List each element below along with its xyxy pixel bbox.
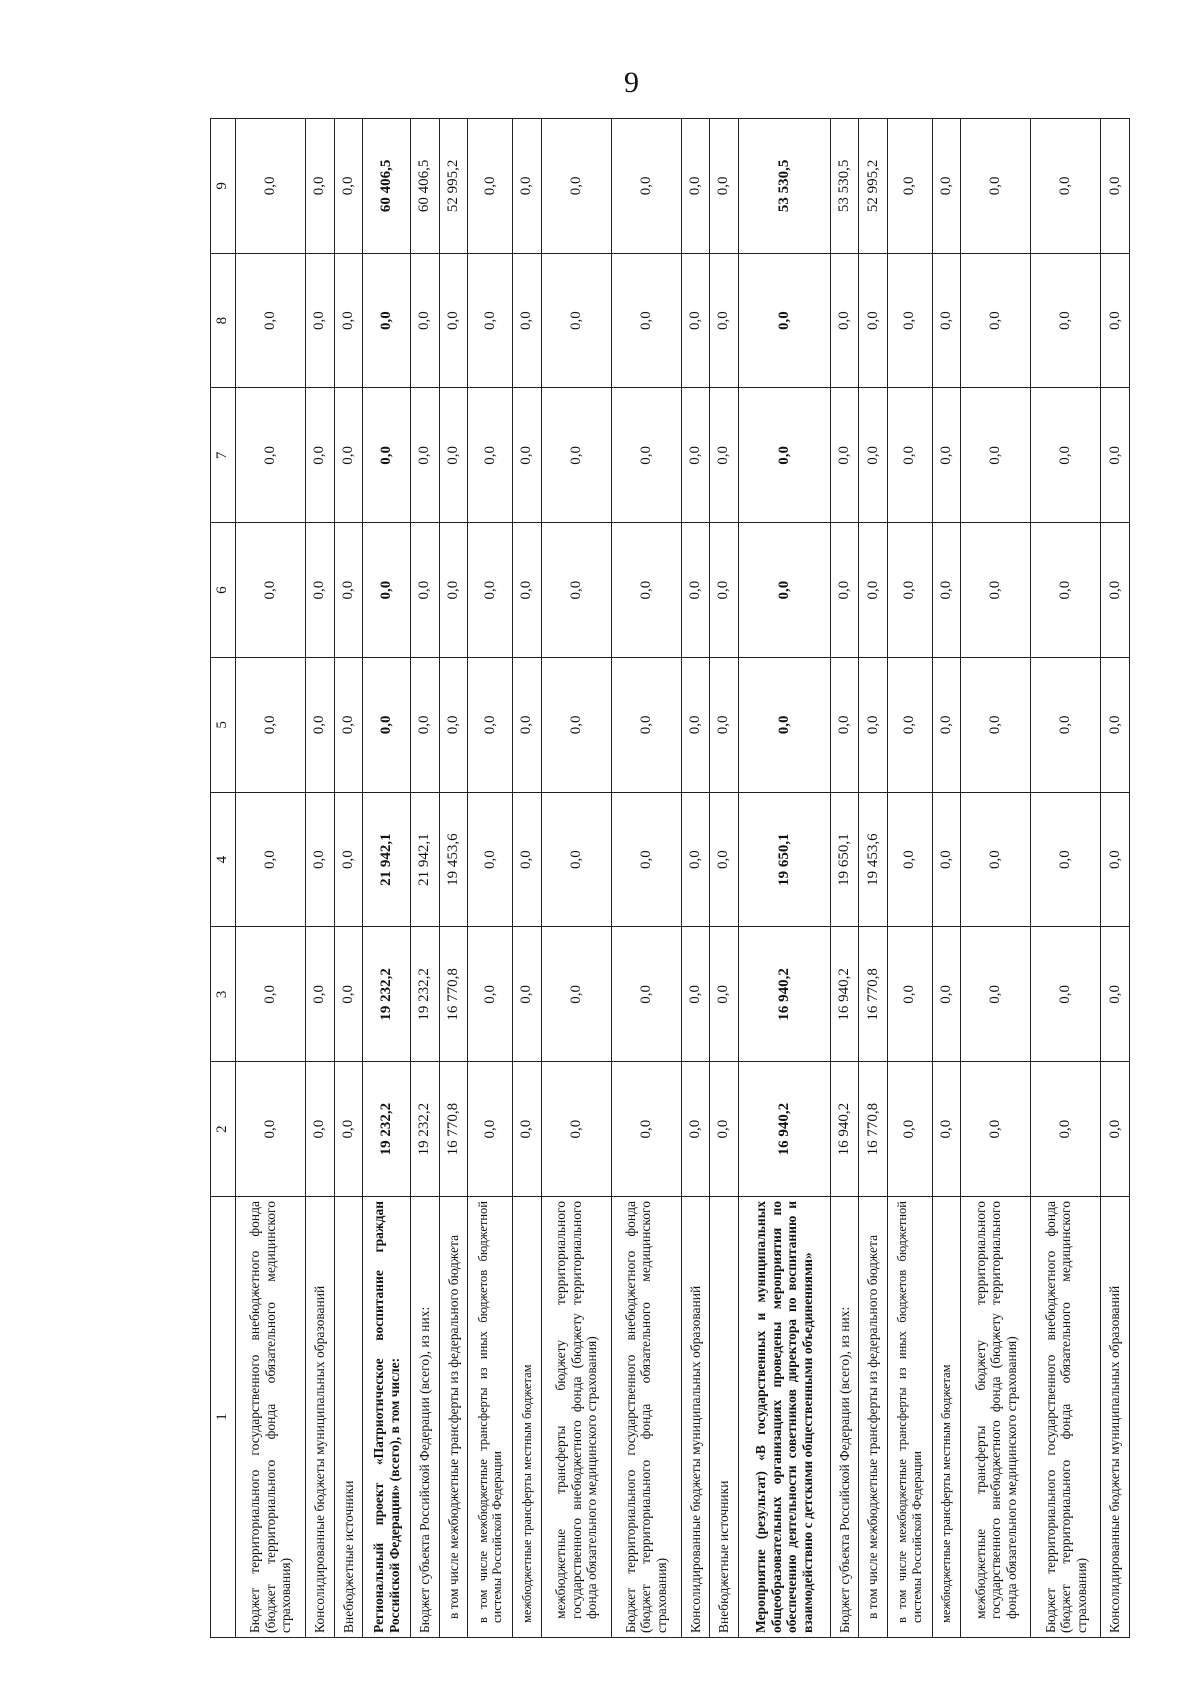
- value-cell: 0,0: [1031, 523, 1101, 658]
- value-cell: 0,0: [541, 388, 611, 523]
- header-cell: 8: [211, 253, 236, 388]
- value-cell: 0,0: [334, 927, 363, 1062]
- value-cell: 0,0: [932, 523, 961, 658]
- value-cell: 16 940,2: [830, 927, 859, 1062]
- table-body: [236, 119, 1130, 1638]
- budget-table: [210, 118, 1130, 1638]
- value-cell: 0,0: [363, 253, 411, 388]
- value-cell: 0,0: [513, 792, 542, 927]
- rotated-table-inner: [210, 118, 1130, 1638]
- value-cell: 0,0: [932, 927, 961, 1062]
- value-cell: 0,0: [830, 658, 859, 793]
- rotated-table-container: [210, 118, 1130, 1638]
- value-cell: 0,0: [468, 1062, 513, 1197]
- value-cell: 0,0: [932, 658, 961, 793]
- value-cell: 52 995,2: [859, 119, 888, 254]
- value-cell: 53 530,5: [738, 119, 830, 254]
- header-cell: 5: [211, 658, 236, 793]
- value-cell: 0,0: [513, 927, 542, 1062]
- value-cell: 0,0: [1101, 792, 1130, 927]
- value-cell: 0,0: [468, 253, 513, 388]
- value-cell: 0,0: [611, 119, 681, 254]
- value-cell: 0,0: [236, 927, 306, 1062]
- row-label: межбюджетные трансферты бюджету территориального государственного внебюджетного фонда (бюджету территориального фонда обязательного медицинского страхования): [541, 1197, 611, 1638]
- value-cell: 0,0: [513, 388, 542, 523]
- value-cell: 19 232,2: [411, 1062, 440, 1197]
- value-cell: 0,0: [738, 523, 830, 658]
- table-row: [611, 119, 681, 1638]
- value-cell: 21 942,1: [411, 792, 440, 927]
- value-cell: 16 770,8: [859, 927, 888, 1062]
- value-cell: 0,0: [932, 253, 961, 388]
- value-cell: 0,0: [710, 927, 739, 1062]
- value-cell: 0,0: [611, 388, 681, 523]
- value-cell: 0,0: [961, 253, 1031, 388]
- value-cell: 0,0: [468, 119, 513, 254]
- row-label: Бюджет субъекта Российской Федерации (всего), из них:: [830, 1197, 859, 1638]
- value-cell: 0,0: [363, 658, 411, 793]
- value-cell: 0,0: [681, 1062, 710, 1197]
- table-row: [363, 119, 411, 1638]
- value-cell: 0,0: [859, 253, 888, 388]
- table-row: [932, 119, 961, 1638]
- value-cell: 19 650,1: [830, 792, 859, 927]
- table-row: [961, 119, 1031, 1638]
- value-cell: 0,0: [611, 658, 681, 793]
- value-cell: 0,0: [887, 658, 932, 793]
- value-cell: 16 940,2: [738, 1062, 830, 1197]
- value-cell: 0,0: [513, 1062, 542, 1197]
- value-cell: 0,0: [1031, 1062, 1101, 1197]
- row-label: Консолидированные бюджеты муниципальных образований: [305, 1197, 334, 1638]
- table-row: [541, 119, 611, 1638]
- value-cell: 0,0: [710, 658, 739, 793]
- row-label: Внебюджетные источники: [710, 1197, 739, 1638]
- value-cell: 21 942,1: [363, 792, 411, 927]
- value-cell: 60 406,5: [411, 119, 440, 254]
- value-cell: 0,0: [738, 253, 830, 388]
- value-cell: 0,0: [1031, 792, 1101, 927]
- value-cell: 0,0: [681, 253, 710, 388]
- row-label: Бюджет территориального государственного внебюджетного фонда (бюджет территориального фонда обязательного медицинского страхования): [1031, 1197, 1101, 1638]
- table-row: [411, 119, 440, 1638]
- value-cell: 19 650,1: [738, 792, 830, 927]
- value-cell: 0,0: [513, 119, 542, 254]
- value-cell: 0,0: [1031, 388, 1101, 523]
- value-cell: 0,0: [830, 388, 859, 523]
- value-cell: 0,0: [468, 523, 513, 658]
- value-cell: 0,0: [541, 792, 611, 927]
- value-cell: 0,0: [468, 388, 513, 523]
- table-row: [513, 119, 542, 1638]
- value-cell: 0,0: [887, 253, 932, 388]
- value-cell: 0,0: [710, 388, 739, 523]
- value-cell: 0,0: [681, 523, 710, 658]
- value-cell: 0,0: [513, 658, 542, 793]
- row-label: Региональный проект «Патриотическое воспитание граждан Российской Федерации» (всего), в том числе:: [363, 1197, 411, 1638]
- value-cell: 0,0: [887, 523, 932, 658]
- value-cell: 0,0: [681, 658, 710, 793]
- table-row: [468, 119, 513, 1638]
- value-cell: 0,0: [710, 1062, 739, 1197]
- value-cell: 0,0: [1101, 927, 1130, 1062]
- value-cell: 0,0: [513, 523, 542, 658]
- value-cell: 0,0: [411, 658, 440, 793]
- value-cell: 0,0: [859, 388, 888, 523]
- value-cell: 0,0: [1101, 253, 1130, 388]
- table-row: [859, 119, 888, 1638]
- value-cell: 0,0: [738, 658, 830, 793]
- value-cell: 0,0: [1031, 119, 1101, 254]
- header-cell: 6: [211, 523, 236, 658]
- value-cell: 60 406,5: [363, 119, 411, 254]
- value-cell: 0,0: [1101, 119, 1130, 254]
- row-label: в том числе межбюджетные трансферты из федерального бюджета: [859, 1197, 888, 1638]
- value-cell: 0,0: [887, 1062, 932, 1197]
- value-cell: 0,0: [932, 119, 961, 254]
- value-cell: 0,0: [334, 388, 363, 523]
- row-label: Бюджет территориального государственного внебюджетного фонда (бюджет территориального фонда обязательного медицинского страхования): [611, 1197, 681, 1638]
- header-cell: 9: [211, 119, 236, 254]
- row-label: в том числе межбюджетные трансферты из иных бюджетов бюджетной системы Российской Федерации: [887, 1197, 932, 1638]
- table-row: [305, 119, 334, 1638]
- header-cell: 2: [211, 1062, 236, 1197]
- value-cell: 0,0: [541, 119, 611, 254]
- value-cell: 19 232,2: [363, 1062, 411, 1197]
- value-cell: 0,0: [334, 119, 363, 254]
- header-cell: 3: [211, 927, 236, 1062]
- value-cell: 0,0: [305, 253, 334, 388]
- value-cell: 0,0: [611, 927, 681, 1062]
- value-cell: 0,0: [334, 658, 363, 793]
- row-label: межбюджетные трансферты местным бюджетам: [932, 1197, 961, 1638]
- header-cell: 4: [211, 792, 236, 927]
- value-cell: 0,0: [710, 523, 739, 658]
- value-cell: 0,0: [305, 388, 334, 523]
- value-cell: 0,0: [468, 792, 513, 927]
- value-cell: 0,0: [439, 253, 468, 388]
- value-cell: 0,0: [830, 523, 859, 658]
- header-cell: 1: [211, 1197, 236, 1638]
- value-cell: 0,0: [468, 927, 513, 1062]
- table-row: [1101, 119, 1130, 1638]
- value-cell: 0,0: [1101, 388, 1130, 523]
- value-cell: 0,0: [611, 1062, 681, 1197]
- value-cell: 0,0: [334, 1062, 363, 1197]
- value-cell: 0,0: [887, 792, 932, 927]
- row-label: в том числе межбюджетные трансферты из федерального бюджета: [439, 1197, 468, 1638]
- value-cell: 0,0: [541, 523, 611, 658]
- value-cell: 0,0: [932, 1062, 961, 1197]
- value-cell: 0,0: [961, 792, 1031, 927]
- value-cell: 0,0: [859, 658, 888, 793]
- value-cell: 0,0: [887, 388, 932, 523]
- value-cell: 0,0: [363, 523, 411, 658]
- value-cell: 0,0: [541, 658, 611, 793]
- value-cell: 0,0: [681, 792, 710, 927]
- value-cell: 0,0: [236, 658, 306, 793]
- value-cell: 16 770,8: [439, 1062, 468, 1197]
- value-cell: 0,0: [961, 119, 1031, 254]
- value-cell: 19 232,2: [411, 927, 440, 1062]
- value-cell: 16 940,2: [738, 927, 830, 1062]
- row-label: Мероприятие (результат) «В государственных и муниципальных общеобразовательных организациях проведены мероприятия по обеспечению деятельности советников директора по воспитанию и взаимодействию с детскими общественными объединениями»: [738, 1197, 830, 1638]
- value-cell: 0,0: [541, 1062, 611, 1197]
- value-cell: 0,0: [236, 253, 306, 388]
- row-label: Консолидированные бюджеты муниципальных образований: [1101, 1197, 1130, 1638]
- value-cell: 0,0: [439, 658, 468, 793]
- value-cell: 0,0: [305, 658, 334, 793]
- value-cell: 0,0: [541, 253, 611, 388]
- row-label: в том числе межбюджетные трансферты из иных бюджетов бюджетной системы Российской Федерации: [468, 1197, 513, 1638]
- value-cell: 0,0: [961, 523, 1031, 658]
- value-cell: 0,0: [961, 658, 1031, 793]
- value-cell: 0,0: [305, 792, 334, 927]
- value-cell: 0,0: [305, 1062, 334, 1197]
- value-cell: 0,0: [611, 253, 681, 388]
- value-cell: 0,0: [611, 792, 681, 927]
- value-cell: 0,0: [236, 523, 306, 658]
- value-cell: 0,0: [859, 523, 888, 658]
- value-cell: 0,0: [710, 119, 739, 254]
- row-label: Консолидированные бюджеты муниципальных образований: [681, 1197, 710, 1638]
- value-cell: 0,0: [334, 792, 363, 927]
- value-cell: 0,0: [932, 388, 961, 523]
- value-cell: 0,0: [305, 119, 334, 254]
- table-row: [681, 119, 710, 1638]
- value-cell: 19 453,6: [859, 792, 888, 927]
- value-cell: 0,0: [738, 388, 830, 523]
- table-row: [1031, 119, 1101, 1638]
- value-cell: 0,0: [681, 388, 710, 523]
- value-cell: 0,0: [710, 253, 739, 388]
- value-cell: 16 770,8: [859, 1062, 888, 1197]
- value-cell: 0,0: [887, 927, 932, 1062]
- table-header-row: [211, 119, 236, 1638]
- value-cell: 0,0: [932, 792, 961, 927]
- value-cell: 19 453,6: [439, 792, 468, 927]
- value-cell: 0,0: [334, 253, 363, 388]
- value-cell: 0,0: [513, 253, 542, 388]
- page-number: 9: [624, 66, 639, 99]
- value-cell: 0,0: [961, 927, 1031, 1062]
- table-row: [738, 119, 830, 1638]
- value-cell: 0,0: [681, 119, 710, 254]
- value-cell: 0,0: [1101, 658, 1130, 793]
- value-cell: 0,0: [411, 523, 440, 658]
- table-row: [830, 119, 859, 1638]
- row-label: межбюджетные трансферты местным бюджетам: [513, 1197, 542, 1638]
- value-cell: 0,0: [961, 1062, 1031, 1197]
- value-cell: 0,0: [236, 1062, 306, 1197]
- value-cell: 0,0: [1101, 1062, 1130, 1197]
- value-cell: 0,0: [411, 253, 440, 388]
- value-cell: 0,0: [411, 388, 440, 523]
- value-cell: 0,0: [1031, 253, 1101, 388]
- value-cell: 19 232,2: [363, 927, 411, 1062]
- value-cell: 0,0: [611, 523, 681, 658]
- value-cell: 0,0: [305, 523, 334, 658]
- value-cell: 52 995,2: [439, 119, 468, 254]
- table-row: [439, 119, 468, 1638]
- row-label: Внебюджетные источники: [334, 1197, 363, 1638]
- value-cell: 0,0: [236, 119, 306, 254]
- table-row: [334, 119, 363, 1638]
- value-cell: 0,0: [363, 388, 411, 523]
- value-cell: 0,0: [1031, 927, 1101, 1062]
- value-cell: 0,0: [887, 119, 932, 254]
- value-cell: 0,0: [334, 523, 363, 658]
- value-cell: 16 770,8: [439, 927, 468, 1062]
- row-label: межбюджетные трансферты бюджету территориального государственного внебюджетного фонда (бюджету территориального фонда обязательного медицинского страхования): [961, 1197, 1031, 1638]
- value-cell: 0,0: [710, 792, 739, 927]
- value-cell: 16 940,2: [830, 1062, 859, 1197]
- table-row: [710, 119, 739, 1638]
- header-cell: 7: [211, 388, 236, 523]
- value-cell: 0,0: [830, 253, 859, 388]
- table-row: [887, 119, 932, 1638]
- value-cell: 0,0: [439, 523, 468, 658]
- value-cell: 0,0: [961, 388, 1031, 523]
- value-cell: 0,0: [236, 792, 306, 927]
- value-cell: 53 530,5: [830, 119, 859, 254]
- value-cell: 0,0: [1101, 523, 1130, 658]
- table-row: [236, 119, 306, 1638]
- value-cell: 0,0: [305, 927, 334, 1062]
- row-label: Бюджет субъекта Российской Федерации (всего), из них:: [411, 1197, 440, 1638]
- value-cell: 0,0: [236, 388, 306, 523]
- value-cell: 0,0: [681, 927, 710, 1062]
- value-cell: 0,0: [541, 927, 611, 1062]
- value-cell: 0,0: [1031, 658, 1101, 793]
- value-cell: 0,0: [468, 658, 513, 793]
- row-label: Бюджет территориального государственного внебюджетного фонда (бюджет территориального фонда обязательного медицинского страхования): [236, 1197, 306, 1638]
- value-cell: 0,0: [439, 388, 468, 523]
